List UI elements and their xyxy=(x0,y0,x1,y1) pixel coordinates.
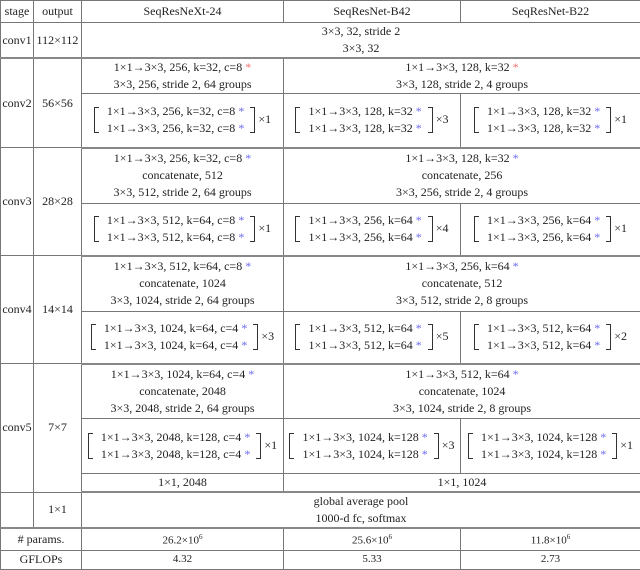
right-bracket xyxy=(253,324,258,350)
layer-text: 3×3, 2048, stride 2, 64 groups xyxy=(110,401,254,415)
right-bracket xyxy=(606,216,611,242)
layer-line xyxy=(481,429,606,446)
layer-line xyxy=(101,446,250,463)
table-row xyxy=(1,58,640,94)
header-output: output xyxy=(34,1,82,23)
layer-text: concatenate, 1024 xyxy=(419,384,506,398)
layer-text: 1×1→3×3, 2048, k=128, c=4 xyxy=(101,430,241,444)
layer-text: concatenate, 512 xyxy=(142,168,223,182)
repeat-count: ×1 xyxy=(614,111,627,128)
blocks-seqresnet-b42 xyxy=(284,312,461,364)
layer-text: 1×1→3×3, 1024, k=64, c=4 xyxy=(111,367,245,381)
layer-line xyxy=(308,103,421,120)
params-label: # params. xyxy=(1,528,82,550)
layer-text: 1×1→3×3, 256, k=32, c=8 xyxy=(107,121,235,135)
params-value xyxy=(82,528,284,550)
left-bracket xyxy=(295,216,300,242)
table-row xyxy=(1,204,640,256)
blue-star-icon: * xyxy=(244,430,250,444)
table-row xyxy=(1,94,640,148)
params-base: 25.6×10 xyxy=(352,535,388,547)
repeat-count: ×1 xyxy=(620,437,633,454)
repeat-count: ×1 xyxy=(264,437,277,454)
left-bracket xyxy=(474,324,479,350)
blue-star-icon: * xyxy=(594,230,600,244)
blue-star-icon: * xyxy=(600,430,606,444)
layer-text: 3×3, 1024, stride 2, 64 groups xyxy=(110,293,254,307)
blue-star-icon: * xyxy=(422,447,428,461)
left-bracket xyxy=(295,107,300,133)
residual-block xyxy=(295,103,448,137)
layer-text: 1000-d fc, softmax xyxy=(316,511,407,525)
table-row xyxy=(1,364,640,419)
repeat-count: ×1 xyxy=(258,220,271,237)
layer-text: 1×1→3×3, 128, k=32 xyxy=(487,104,591,118)
layer-text: 1×1→3×3, 128, k=32 xyxy=(487,121,591,135)
left-bracket xyxy=(295,324,300,350)
layer-text: 3×3, 512, stride 2, 64 groups xyxy=(113,185,251,199)
left-bracket xyxy=(94,216,99,242)
repeat-count: ×3 xyxy=(436,111,449,128)
blocks-seqresnext-24 xyxy=(82,204,284,256)
right-bracket xyxy=(428,324,433,350)
table-row xyxy=(1,23,640,59)
layer-line xyxy=(284,150,640,167)
params-exponent: 6 xyxy=(567,533,571,541)
blue-star-icon: * xyxy=(244,447,250,461)
layer-text: 1×1→3×3, 256, k=32, c=8 xyxy=(107,104,235,118)
block-layers xyxy=(487,103,600,137)
blue-star-icon: * xyxy=(416,338,422,352)
header-seqresnext-24: SeqResNeXt-24 xyxy=(82,1,284,23)
layer-line xyxy=(302,429,427,446)
right-bracket xyxy=(606,107,611,133)
right-bracket xyxy=(606,324,611,350)
layer-text: concatenate, 1024 xyxy=(139,276,226,290)
left-bracket xyxy=(474,216,479,242)
layer-line xyxy=(82,383,283,400)
layer-text: global average pool xyxy=(314,494,409,508)
layer-text: 1×1→3×3, 1024, k=128 xyxy=(481,430,597,444)
layer-text: concatenate, 2048 xyxy=(139,384,226,398)
residual-block xyxy=(91,320,274,354)
layer-text: 1×1→3×3, 256, k=64 xyxy=(405,259,509,273)
left-bracket xyxy=(94,107,99,133)
blue-star-icon: * xyxy=(238,230,244,244)
blue-star-icon: * xyxy=(422,430,428,444)
residual-block xyxy=(474,320,627,354)
layer-line xyxy=(487,120,600,137)
layer-text: 3×3, 256, stride 2, 64 groups xyxy=(113,77,251,91)
layer-text: 1×1→3×3, 2048, k=128, c=4 xyxy=(101,447,241,461)
layer-text: 1×1→3×3, 128, k=32 xyxy=(308,121,412,135)
blue-star-icon: * xyxy=(238,121,244,135)
header-stage: stage xyxy=(1,1,34,23)
layer-text: 1×1→3×3, 1024, k=128 xyxy=(302,430,418,444)
blocks-seqresnext-24 xyxy=(82,94,284,148)
residual-block xyxy=(94,212,271,246)
block-layers xyxy=(104,320,247,354)
blocks-seqresnet-b22 xyxy=(461,94,640,148)
blue-star-icon: * xyxy=(241,321,247,335)
layer-line xyxy=(487,337,600,354)
blocks-seqresnet-b42 xyxy=(284,94,461,148)
layer-text: 1×1→3×3, 128, k=32 xyxy=(308,104,412,118)
downsample-seqresnet xyxy=(284,148,640,204)
layer-text: 1×1→3×3, 512, k=64, c=8 xyxy=(107,230,235,244)
layer-line xyxy=(101,429,250,446)
stage-label xyxy=(1,492,34,528)
right-bracket xyxy=(428,216,433,242)
blue-star-icon: * xyxy=(241,338,247,352)
table-row xyxy=(1,1,640,23)
layer-line xyxy=(104,337,247,354)
block-layers xyxy=(101,429,250,463)
gflops-label: GFLOPs xyxy=(1,550,82,569)
layer-text: 1×1→3×3, 256, k=64 xyxy=(308,230,412,244)
layer-line xyxy=(481,446,606,463)
layer-text: 1×1→3×3, 128, k=32 xyxy=(405,151,509,165)
output-size: 1×1 xyxy=(34,492,82,528)
layer-text: 1×1→3×3, 256, k=32, c=8 xyxy=(114,60,242,74)
stage-label: conv1 xyxy=(1,23,34,59)
layer-text: 1×1→3×3, 256, k=64 xyxy=(308,213,412,227)
layer-line xyxy=(107,120,244,137)
layer-text: 1×1→3×3, 1024, k=64, c=4 xyxy=(104,338,238,352)
conv1-layers xyxy=(82,23,640,59)
layer-text: 3×3, 256, stride 2, 4 groups xyxy=(396,185,528,199)
output-size: 14×14 xyxy=(34,256,82,364)
block-layers xyxy=(302,429,427,463)
table-row xyxy=(1,550,640,569)
post-conv-seqresnet: 1×1, 1024 xyxy=(284,474,640,493)
blue-star-icon: * xyxy=(416,230,422,244)
layer-line xyxy=(107,212,244,229)
right-bracket xyxy=(250,107,255,133)
blue-star-icon: * xyxy=(245,259,251,273)
blue-star-icon: * xyxy=(238,213,244,227)
downsample-seqresnet xyxy=(284,58,640,94)
left-bracket xyxy=(91,324,96,350)
layer-line xyxy=(487,212,600,229)
layer-line xyxy=(487,103,600,120)
layer-text: 1×1→3×3, 512, k=64 xyxy=(487,338,591,352)
residual-block xyxy=(474,103,627,137)
layer-line xyxy=(82,23,640,40)
table-row xyxy=(1,419,640,474)
blue-star-icon: * xyxy=(513,259,519,273)
output-size: 112×112 xyxy=(34,23,82,59)
residual-block xyxy=(295,212,448,246)
layer-line xyxy=(284,400,640,417)
layer-line xyxy=(308,320,421,337)
blue-star-icon: * xyxy=(600,447,606,461)
gflops-value: 2.73 xyxy=(461,550,640,569)
residual-block xyxy=(88,429,277,463)
params-base: 11.8×10 xyxy=(531,535,567,547)
table-row xyxy=(1,312,640,364)
left-bracket xyxy=(88,433,93,459)
left-bracket xyxy=(474,107,479,133)
residual-block xyxy=(295,320,448,354)
layer-line xyxy=(82,40,640,57)
layer-line xyxy=(308,120,421,137)
block-layers xyxy=(308,212,421,246)
layer-line xyxy=(82,59,283,76)
layer-line xyxy=(82,167,283,184)
blue-star-icon: * xyxy=(416,121,422,135)
repeat-count: ×2 xyxy=(614,328,627,345)
layer-line xyxy=(82,76,283,93)
blocks-seqresnet-b42 xyxy=(284,419,461,474)
layer-line xyxy=(82,400,283,417)
layer-text: 3×3, 32, stride 2 xyxy=(322,24,400,38)
layer-line xyxy=(284,167,640,184)
left-bracket xyxy=(289,433,294,459)
layer-text: 1×1→3×3, 1024, k=128 xyxy=(302,447,418,461)
blocks-seqresnet-b22 xyxy=(461,419,640,474)
output-size: 7×7 xyxy=(34,364,82,493)
layer-text: 1×1→3×3, 512, k=64, c=8 xyxy=(107,213,235,227)
repeat-count: ×1 xyxy=(614,220,627,237)
residual-block xyxy=(468,429,633,463)
layer-text: 1×1→3×3, 128, k=32 xyxy=(405,60,509,74)
stage-label: conv4 xyxy=(1,256,34,364)
blue-star-icon: * xyxy=(513,151,519,165)
layer-line xyxy=(82,366,283,383)
right-bracket xyxy=(612,433,617,459)
downsample-seqresnext xyxy=(82,256,284,312)
layer-line xyxy=(82,510,640,527)
layer-line xyxy=(284,292,640,309)
downsample-seqresnext xyxy=(82,364,284,419)
params-value xyxy=(284,528,461,550)
block-layers xyxy=(107,103,244,137)
layer-line xyxy=(308,212,421,229)
table-row xyxy=(1,256,640,312)
red-star-icon: * xyxy=(245,60,251,74)
table-row xyxy=(1,474,640,493)
params-base: 26.2×10 xyxy=(163,535,199,547)
blocks-seqresnet-b22 xyxy=(461,204,640,256)
output-size: 56×56 xyxy=(34,58,82,148)
layer-line xyxy=(284,383,640,400)
layer-text: 1×1→3×3, 256, k=64 xyxy=(487,230,591,244)
left-bracket xyxy=(468,433,473,459)
right-bracket xyxy=(434,433,439,459)
repeat-count: ×3 xyxy=(442,437,455,454)
classifier-layers xyxy=(82,492,640,528)
blue-star-icon: * xyxy=(416,213,422,227)
repeat-count: ×5 xyxy=(436,328,449,345)
table-row xyxy=(1,492,640,528)
layer-line xyxy=(82,275,283,292)
layer-line xyxy=(82,184,283,201)
layer-text: 1×1→3×3, 1024, k=64, c=4 xyxy=(104,321,238,335)
post-conv-seqresnext: 1×1, 2048 xyxy=(82,474,284,493)
layer-text: 1×1→3×3, 256, k=64 xyxy=(487,213,591,227)
params-exponent: 6 xyxy=(199,533,203,541)
layer-line xyxy=(284,184,640,201)
layer-line xyxy=(104,320,247,337)
layer-text: 1×1→3×3, 512, k=64, c=8 xyxy=(114,259,242,273)
block-layers xyxy=(308,103,421,137)
blocks-seqresnet-b42 xyxy=(284,204,461,256)
blue-star-icon: * xyxy=(416,104,422,118)
blue-star-icon: * xyxy=(513,367,519,381)
layer-line xyxy=(107,229,244,246)
blue-star-icon: * xyxy=(238,104,244,118)
blue-star-icon: * xyxy=(245,151,251,165)
right-bracket xyxy=(250,216,255,242)
layer-text: 3×3, 128, stride 2, 4 groups xyxy=(396,77,528,91)
blue-star-icon: * xyxy=(248,367,254,381)
blue-star-icon: * xyxy=(594,321,600,335)
downsample-seqresnext xyxy=(82,148,284,204)
block-layers xyxy=(481,429,606,463)
layer-line xyxy=(308,337,421,354)
downsample-seqresnet xyxy=(284,256,640,312)
layer-text: concatenate, 512 xyxy=(422,276,503,290)
blue-star-icon: * xyxy=(594,104,600,118)
layer-text: 3×3, 1024, stride 2, 8 groups xyxy=(393,401,531,415)
blue-star-icon: * xyxy=(594,213,600,227)
layer-line xyxy=(284,366,640,383)
header-seqresnet-b22: SeqResNet-B22 xyxy=(461,1,640,23)
right-bracket xyxy=(256,433,261,459)
block-layers xyxy=(487,212,600,246)
layer-text: 1×1→3×3, 512, k=64 xyxy=(308,338,412,352)
output-size: 28×28 xyxy=(34,148,82,256)
red-star-icon: * xyxy=(513,60,519,74)
layer-line xyxy=(302,446,427,463)
layer-text: 1×1→3×3, 512, k=64 xyxy=(308,321,412,335)
layer-text: 3×3, 32 xyxy=(343,41,380,55)
layer-line xyxy=(82,493,640,510)
block-layers xyxy=(107,212,244,246)
layer-line xyxy=(82,292,283,309)
table-row xyxy=(1,528,640,550)
stage-label: conv3 xyxy=(1,148,34,256)
params-exponent: 6 xyxy=(388,533,392,541)
layer-line xyxy=(487,320,600,337)
blocks-seqresnet-b22 xyxy=(461,312,640,364)
block-layers xyxy=(308,320,421,354)
layer-text: 1×1→3×3, 1024, k=128 xyxy=(481,447,597,461)
layer-line xyxy=(487,229,600,246)
repeat-count: ×4 xyxy=(436,220,449,237)
layer-text: 1×1→3×3, 256, k=32, c=8 xyxy=(114,151,242,165)
stage-label: conv2 xyxy=(1,58,34,148)
table-row xyxy=(1,148,640,204)
residual-block xyxy=(474,212,627,246)
layer-text: 1×1→3×3, 512, k=64 xyxy=(487,321,591,335)
downsample-seqresnet xyxy=(284,364,640,419)
gflops-value: 5.33 xyxy=(284,550,461,569)
blocks-seqresnext-24 xyxy=(82,312,284,364)
layer-line xyxy=(107,103,244,120)
layer-text: 3×3, 512, stride 2, 8 groups xyxy=(396,293,528,307)
blue-star-icon: * xyxy=(594,121,600,135)
layer-text: concatenate, 256 xyxy=(422,168,503,182)
layer-line xyxy=(82,150,283,167)
repeat-count: ×3 xyxy=(261,328,274,345)
params-value xyxy=(461,528,640,550)
residual-block xyxy=(289,429,454,463)
layer-text: 1×1→3×3, 512, k=64 xyxy=(405,367,509,381)
repeat-count: ×1 xyxy=(258,111,271,128)
residual-block xyxy=(94,103,271,137)
blocks-seqresnext-24 xyxy=(82,419,284,474)
right-bracket xyxy=(428,107,433,133)
block-layers xyxy=(487,320,600,354)
stage-label: conv5 xyxy=(1,364,34,493)
layer-line xyxy=(82,258,283,275)
layer-line xyxy=(284,275,640,292)
layer-line xyxy=(308,229,421,246)
header-seqresnet-b42: SeqResNet-B42 xyxy=(284,1,461,23)
blue-star-icon: * xyxy=(416,321,422,335)
layer-line xyxy=(284,258,640,275)
gflops-value: 4.32 xyxy=(82,550,284,569)
downsample-seqresnext xyxy=(82,58,284,94)
blue-star-icon: * xyxy=(594,338,600,352)
layer-line xyxy=(284,59,640,76)
layer-line xyxy=(284,76,640,93)
